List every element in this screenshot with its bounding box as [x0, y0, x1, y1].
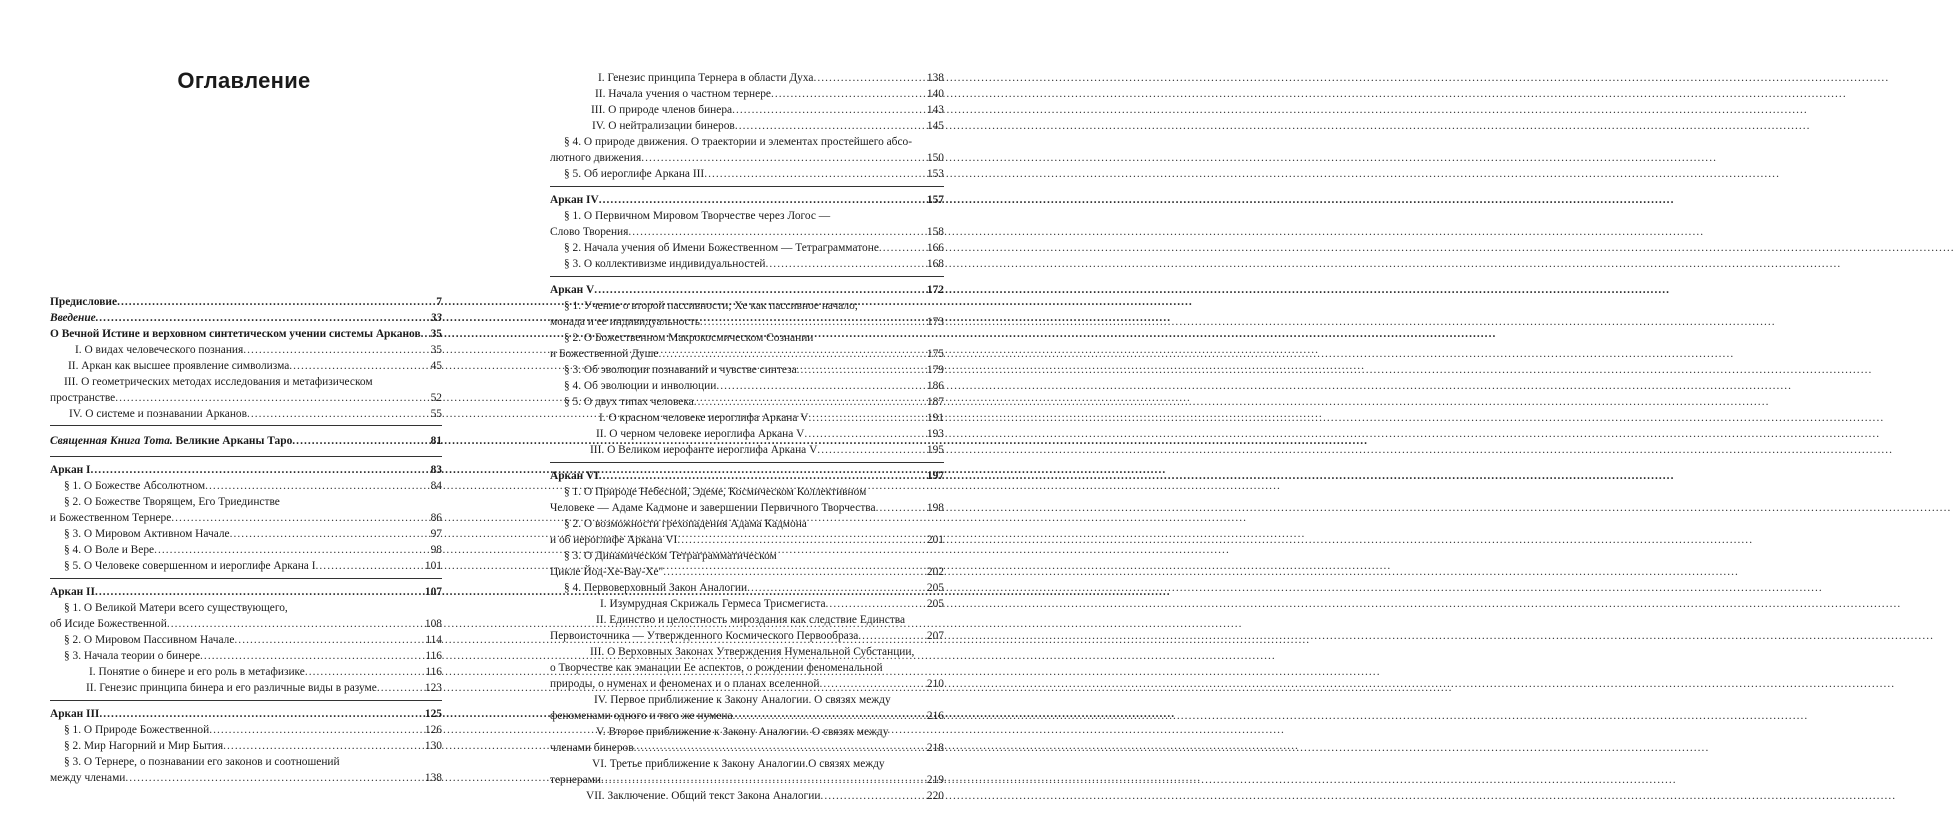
toc-entry[interactable]: II. О черном человеке иероглифа Аркана V ..... 193: [596, 426, 944, 442]
toc-entry-text: § 2. О Божестве Творящем, Его Триединстве: [64, 496, 280, 508]
toc-entry[interactable]: VII. Заключение. Общий текст Закона Аналогии ..... 220: [586, 788, 944, 804]
toc-entry-text: о Творчестве как эманации Ее аспектов, о рождении феноменальной: [550, 662, 883, 674]
toc-entry[interactable]: I. Генезис принципа Тернера в области Духа ..... 138: [598, 70, 944, 86]
toc-entry[interactable]: § 5. О двух типах человека ..... 187: [564, 394, 944, 410]
toc-entry[interactable]: § 4. Об эволюции и инволюции ..... 186: [564, 378, 944, 394]
toc-entry-arcana-4[interactable]: Аркан IV ..... 157: [550, 192, 944, 208]
toc-entry-text: § 2. О возможности грехопадения Адама Кадмона: [564, 518, 807, 530]
toc-entry[interactable]: III. О Великом иерофанте иероглифа Аркана V ..... 195: [590, 442, 944, 458]
section-divider: [50, 700, 442, 701]
toc-entry[interactable]: I. Понятие о бинере и его роль в метафизике ..... 116: [89, 664, 442, 680]
toc-entry[interactable]: § 2. Мир Нагорний и Мир Бытия ..... 130: [64, 738, 442, 754]
toc-entry[interactable]: и Божественной Душе ..... 175: [550, 346, 944, 362]
toc-entry-text: § 1. О Природе Небесной, Эдеме, Космическом Коллективном: [564, 486, 867, 498]
toc-entry-text: VI. Третье приближение к Закону Аналогии.О связях между: [592, 758, 885, 770]
right-page: [500, 0, 1000, 832]
toc-entry[interactable]: § 3. О коллективизме индивидуальностей ..... 168: [564, 256, 944, 272]
toc-entry[interactable]: § 2. Начала учения об Имени Божественном — Тетраграмматоне ..... 166: [564, 240, 944, 256]
toc-entry[interactable]: пространстве ..... 52: [50, 390, 442, 406]
page-title: Оглавление: [177, 68, 311, 93]
toc-entry-text: V. Второе приближение к Закону Аналогии. О связях между: [596, 726, 889, 738]
toc-entry[interactable]: Слово Творения ..... 158: [550, 224, 944, 240]
toc-entry-arcana-6[interactable]: Аркан VI ..... 197: [550, 468, 944, 484]
toc-entry[interactable]: § 3. Об эволюции познаваний и чувстве синтеза ..... 179: [564, 362, 944, 378]
toc-entry-text: § 3. О Тернере, о познавании его законов и соотношений: [64, 756, 340, 768]
toc-entry[interactable]: Цикле Йод-Хе-Вау-Хе" ..... 202: [550, 564, 944, 580]
section-divider: [50, 578, 442, 579]
toc-entry[interactable]: § 3. О Мировом Активном Начале ..... 97: [64, 526, 442, 542]
toc-entry-eternal-truth[interactable]: О Вечной Истине и верховном синтетическом учении системы Арканов ..... 35: [50, 326, 442, 342]
toc-entry[interactable]: IV. О нейтрализации бинеров ..... 145: [592, 118, 944, 134]
toc-entry-arcana-1[interactable]: Аркан I ..... 83: [50, 462, 442, 478]
toc-entry[interactable]: § 5. О Человеке совершенном и иероглифе Аркана I ..... 101: [64, 558, 442, 574]
toc-entry[interactable]: § 1. О Природе Божественной ..... 126: [64, 722, 442, 738]
toc-entry-text: § 1. О Первичном Мировом Творчестве через Логос —: [564, 210, 831, 222]
toc-entry-text: IV. Первое приближение к Закону Аналогии. О связях между: [594, 694, 891, 706]
toc-entry-text: III. О Верховных Законах Утверждения Нуменальной Субстанции,: [590, 646, 915, 658]
toc-entry[interactable]: § 1. О Божестве Абсолютном ..... 84: [64, 478, 442, 494]
toc-entry-holy-book[interactable]: Священная Книга Тота. Великие Арканы Таро ..... 81: [50, 433, 442, 449]
toc-entry[interactable]: Человеке — Адаме Кадмоне и завершении Первичного Творчества ..... 198: [550, 500, 944, 516]
toc-entry[interactable]: IV. О системе и познавании Арканов ..... 55: [69, 406, 442, 422]
toc-entry[interactable]: § 3. Начала теории о бинере ..... 116: [64, 648, 442, 664]
toc-entry-preface[interactable]: Предисловие ..... 7: [50, 294, 442, 310]
toc-entry-arcana-3[interactable]: Аркан III ..... 125: [50, 706, 442, 722]
left-page: [0, 0, 500, 832]
toc-entry-text: § 1. Учение о второй пассивности; Хе как пассивное начало;: [564, 300, 858, 312]
section-divider: [550, 276, 944, 277]
toc-entry[interactable]: § 2. О Мировом Пассивном Начале ..... 114: [64, 632, 442, 648]
toc-entry[interactable]: монада и ее индивидуальность ..... 173: [550, 314, 944, 330]
toc-entry-text: II. Единство и целостность мироздания как следствие Единства: [596, 614, 906, 626]
toc-entry-arcana-5[interactable]: Аркан V ..... 172: [550, 282, 944, 298]
toc-entry[interactable]: I. О видах человеческого познания ..... 35: [75, 342, 442, 358]
toc-entry[interactable]: и об иероглифе Аркана VI ..... 201: [550, 532, 944, 548]
toc-entry[interactable]: I. Изумрудная Скрижаль Гермеса Трисмегиста ..... 205: [600, 596, 944, 612]
toc-entry[interactable]: об Исиде Божественной ..... 108: [50, 616, 442, 632]
toc-entry[interactable]: II. Начала учения о частном тернере ..... 140: [595, 86, 944, 102]
toc-entry-arcana-2[interactable]: Аркан II ..... 107: [50, 584, 442, 600]
toc-entry-text: § 1. О Великой Матери всего существующего,: [64, 602, 288, 614]
toc-entry[interactable]: § 4. О Воле и Вере ..... 98: [64, 542, 442, 558]
toc-entry[interactable]: II. Генезис принципа бинера и его различные виды в разуме ..... 123: [86, 680, 442, 696]
toc-entry-text: § 2. О Божественном Макрокосмическом Сознании: [564, 332, 814, 344]
toc-entry[interactable]: природы, о нуменах и феноменах и о планах вселенной ..... 210: [550, 676, 944, 692]
toc-entry[interactable]: I. О красном человеке иероглифа Аркана V ..... 191: [599, 410, 944, 426]
toc-entry[interactable]: § 4. Первоверховный Закон Аналогии ..... 205: [564, 580, 944, 596]
toc-entry-text: III. О геометрических методах исследования и метафизическом: [64, 376, 373, 388]
toc-entry-text: § 4. О природе движения. О траектории и элементах простейшего абсо-: [564, 136, 913, 148]
toc-entry[interactable]: феноменами одного и того же нумена ..... 216: [550, 708, 944, 724]
toc-entry[interactable]: Первоисточника — Утвержденного Космического Первообраза ..... 207: [550, 628, 944, 644]
toc-entry[interactable]: и Божественном Тернере ..... 86: [50, 510, 442, 526]
toc-entry[interactable]: между членами ..... 138: [50, 770, 442, 786]
section-divider: [550, 186, 944, 187]
toc-entry-text: § 3. О Динамическом Тетраграмматическом: [564, 550, 777, 562]
toc-entry-introduction[interactable]: Введение ..... 33: [50, 310, 442, 326]
toc-entry[interactable]: членами бинеров ..... 218: [550, 740, 944, 756]
toc-entry[interactable]: § 5. Об иероглифе Аркана III ..... 153: [564, 166, 944, 182]
toc-entry[interactable]: тернерами ..... 219: [550, 772, 944, 788]
toc-entry[interactable]: лютного движения ..... 150: [550, 150, 944, 166]
section-divider: [50, 456, 442, 457]
section-divider: [50, 425, 442, 426]
toc-entry[interactable]: II. Аркан как высшее проявление символизма ..... 45: [68, 358, 442, 374]
section-divider: [550, 462, 944, 463]
toc-entry[interactable]: III. О природе членов бинера ..... 143: [591, 102, 944, 118]
